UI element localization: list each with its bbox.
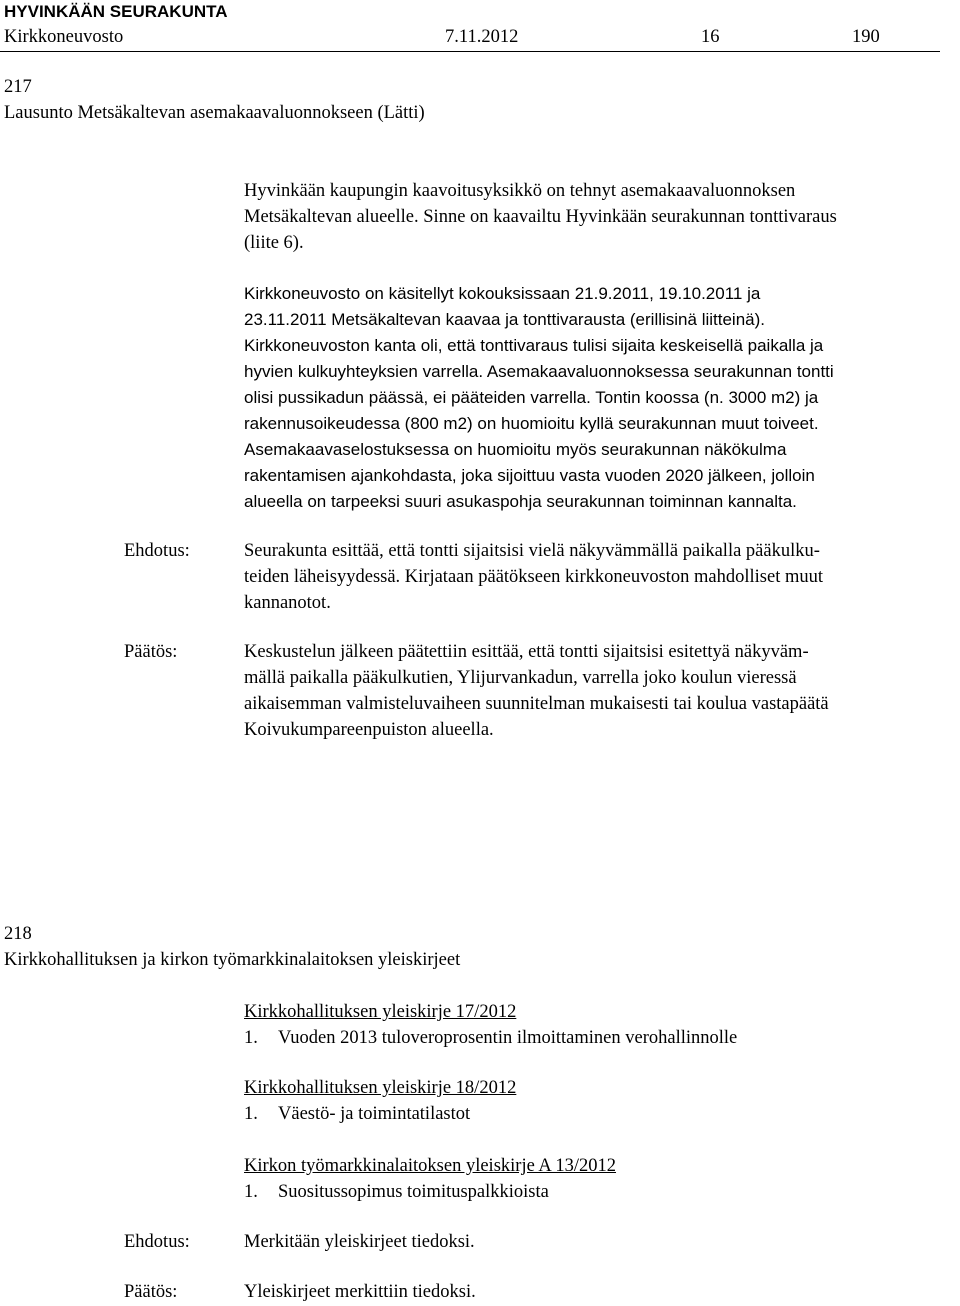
text-line: Hyvinkään kaupungin kaavoitusyksikkö on tehnyt asemakaavaluonnoksen bbox=[244, 181, 796, 201]
text-line: Metsäkaltevan alueelle. Sinne on kaavailtu Hyvinkään seurakunnan tonttivaraus bbox=[244, 207, 837, 227]
section-217-title: Lausunto Metsäkaltevan asemakaavaluonnokseen (Lätti) bbox=[4, 103, 425, 123]
section-217-proposal bbox=[244, 538, 960, 616]
proposal-label: Ehdotus: bbox=[124, 1232, 190, 1252]
text-line: 23.11.2011 Metsäkaltevan kaavaa ja tonttivarausta (erillisinä liitteinä). bbox=[244, 310, 765, 329]
letter-3 bbox=[244, 1153, 960, 1205]
section-218-decision: Yleiskirjeet merkittiin tiedoksi. bbox=[244, 1282, 476, 1302]
text-line: Keskustelun jälkeen päätettiin esittää, että tontti sijaitsisi esitettyä näkyväm- bbox=[244, 642, 809, 662]
letter-item bbox=[244, 1179, 960, 1205]
letter-heading: Kirkon työmarkkinalaitoksen yleiskirje A 13/2012 bbox=[244, 1156, 617, 1176]
header-body-name: Kirkkoneuvosto bbox=[4, 27, 124, 47]
item-text: Suositussopimus toimituspalkkioista bbox=[278, 1182, 549, 1202]
item-text: Väestö- ja toimintatilastot bbox=[278, 1104, 471, 1124]
section-217-number: 217 bbox=[4, 77, 32, 97]
text-line: teiden läheisyydessä. Kirjataan päätökseen kirkkoneuvoston mahdolliset muut bbox=[244, 567, 824, 587]
text-line: (liite 6). bbox=[244, 233, 304, 253]
header-page-number: 16 bbox=[701, 27, 720, 47]
section-218-title: Kirkkohallituksen ja kirkon työmarkkinalaitoksen yleiskirjeet bbox=[4, 950, 461, 970]
proposal-label: Ehdotus: bbox=[124, 541, 190, 561]
organization-name: HYVINKÄÄN SEURAKUNTA bbox=[4, 2, 228, 21]
text-line: Kirkkoneuvoston kanta oli, että tonttivaraus tulisi sijaita keskeisellä paikalla ja bbox=[244, 336, 824, 355]
header-date: 7.11.2012 bbox=[445, 27, 519, 47]
letter-heading: Kirkkohallituksen yleiskirje 17/2012 bbox=[244, 1002, 517, 1022]
letter-item bbox=[244, 1025, 960, 1051]
text-line: aikaisemman valmisteluvaiheen suunnitelman mukaisesti tai koulua vastapäätä bbox=[244, 694, 829, 714]
text-line: Seurakunta esittää, että tontti sijaitsisi vielä näkyvämmällä paikalla pääkulku- bbox=[244, 541, 820, 561]
text-line: mällä paikalla pääkulkutien, Ylijurvankadun, varrella joko koulun vieressä bbox=[244, 668, 797, 688]
text-line: Kirkkoneuvosto on käsitellyt kokouksissaan 21.9.2011, 19.10.2011 ja bbox=[244, 284, 761, 303]
letter-2 bbox=[244, 1075, 960, 1127]
item-number: 1. bbox=[244, 1104, 258, 1124]
text-line: Koivukumpareenpuiston alueella. bbox=[244, 720, 494, 740]
text-line: Asemakaavaselostuksessa on huomioitu myös seurakunnan näkökulma bbox=[244, 440, 787, 459]
decision-label: Päätös: bbox=[124, 1282, 178, 1302]
text-line: kannanotot. bbox=[244, 593, 331, 613]
header-paragraph-number: 190 bbox=[852, 27, 880, 47]
text-line: hyvien kulkuyhteyksien varrella. Asemakaavaluonnoksessa seurakunnan tontti bbox=[244, 362, 834, 381]
item-text: Vuoden 2013 tuloveroprosentin ilmoittaminen verohallinnolle bbox=[278, 1028, 738, 1048]
section-218-proposal: Merkitään yleiskirjeet tiedoksi. bbox=[244, 1232, 475, 1252]
header-divider bbox=[0, 51, 940, 52]
item-number: 1. bbox=[244, 1182, 258, 1202]
text-line: rakennusoikeudessa (800 m2) on huomioitu kyllä seurakunnan muut toiveet. bbox=[244, 414, 819, 433]
section-217-decision bbox=[244, 639, 960, 743]
section-218-number: 218 bbox=[4, 924, 32, 944]
section-217-intro bbox=[244, 178, 960, 256]
text-line: rakentamisen ajankohdasta, joka sijoittuu vasta vuoden 2020 jälkeen, jolloin bbox=[244, 466, 815, 485]
text-line: olisi pussikadun päässä, ei pääteiden varrella. Tontin koossa (n. 3000 m2) ja bbox=[244, 388, 819, 407]
letter-item bbox=[244, 1101, 960, 1127]
text-line: alueella on tarpeeksi suuri asukaspohja seurakunnan toiminnan kannalta. bbox=[244, 492, 797, 511]
item-number: 1. bbox=[244, 1028, 258, 1048]
letter-1 bbox=[244, 999, 960, 1051]
section-217-body bbox=[244, 281, 960, 515]
letter-heading: Kirkkohallituksen yleiskirje 18/2012 bbox=[244, 1078, 517, 1098]
decision-label: Päätös: bbox=[124, 642, 178, 662]
